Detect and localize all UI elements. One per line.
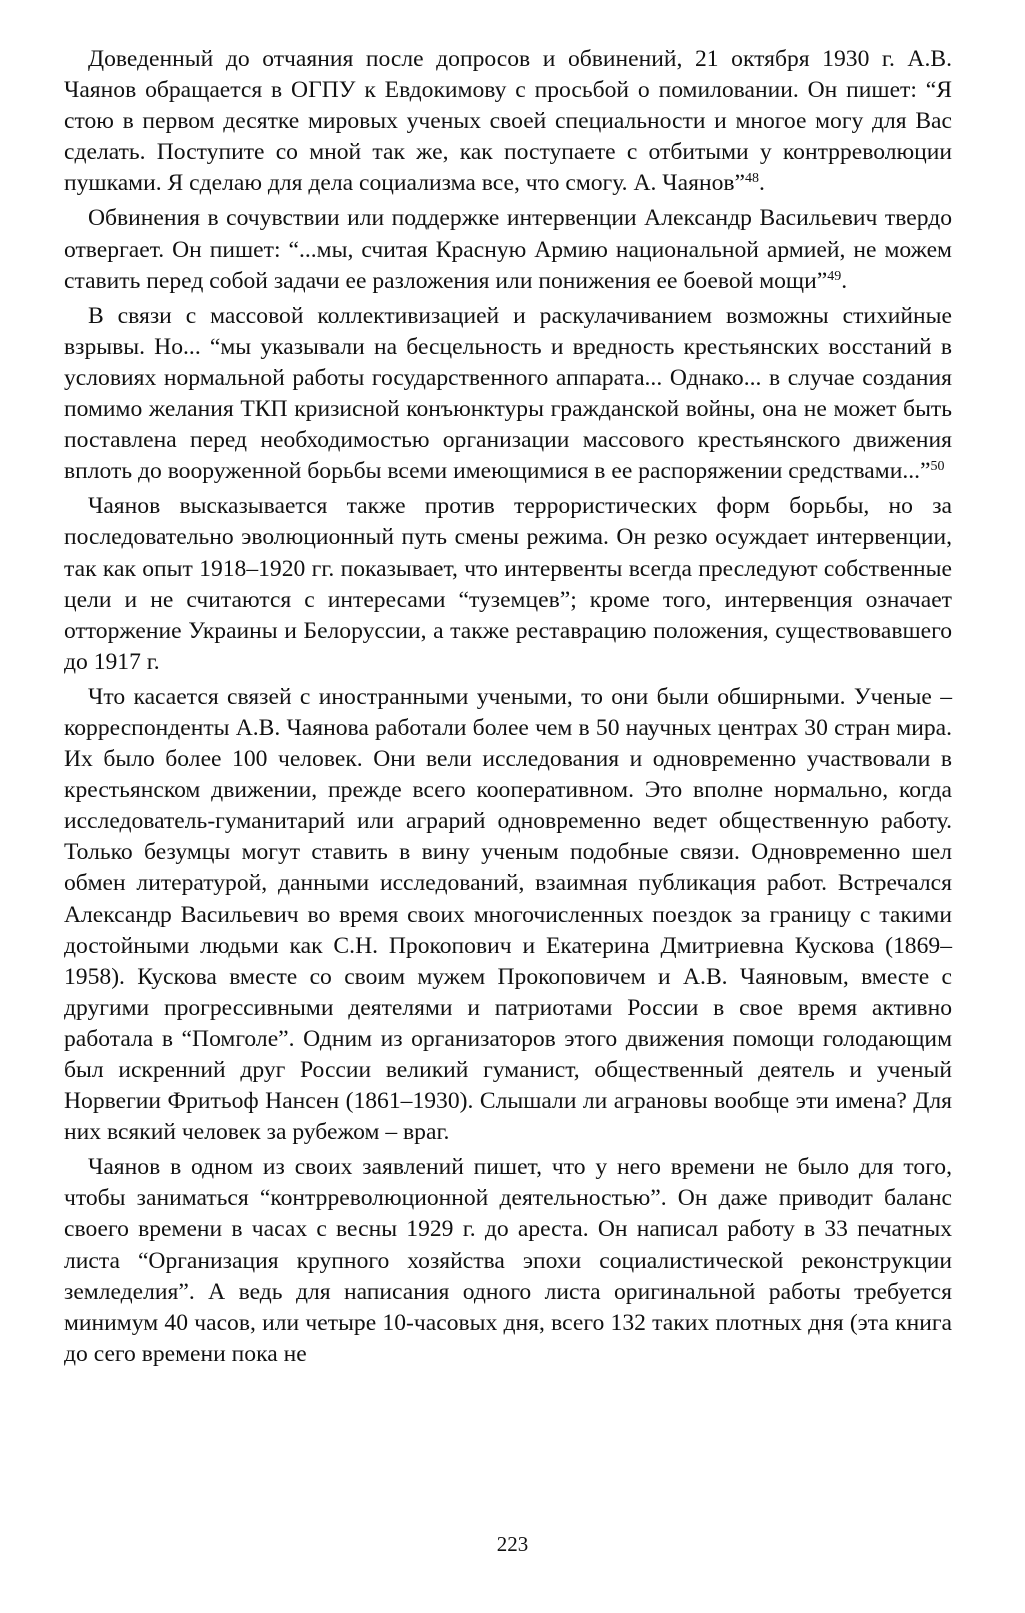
paragraph-1-text: Доведенный до отчаяния после допросов и обвинений, 21 октября 1930 г. А.В. Чаянов обращается в ОГПУ к Евдокимову с просьбой о помиловании. Он пишет: “Я стою в первом десятке мировых ученых своей специальности и многое могу для Вас сделать. Поступите со мной так же, как поступаете с отбитыми у контрреволюции пушками. Я сделаю для дела социализма все, что смогу. А. Чаянов”: [64, 46, 952, 197]
paragraph-6-text: Чаянов в одном из своих заявлений пишет, что у него времени не было для того, чтобы заниматься “контрреволюционной деятельностью”. Он даже приводит баланс своего времени в часах с весны 1929 г. до ареста. Он написал работу в 33 печатных листа “Организация крупного хозяйства эпохи социалистической реконструкции земледелия”. А ведь для написания одного листа оригинальной работы требуется минимум 40 часов, или четыре 10-часовых дня, всего 132 таких плотных дня (эта книга до сего времени пока не: [64, 1154, 952, 1367]
footnote-ref-48[interactable]: 48: [744, 171, 759, 187]
page-number: 223: [496, 1532, 529, 1556]
paragraph-2: [64, 203, 952, 296]
paragraph-1: [64, 44, 952, 199]
page-body: [64, 44, 952, 1374]
footnote-ref-50[interactable]: 50: [930, 459, 945, 475]
paragraph-5: [64, 682, 952, 1148]
paragraph-6: [64, 1152, 952, 1370]
paragraph-3-text: В связи с массовой коллективизацией и раскулачиванием возможны стихийные взрывы. Но... “мы указывали на бесцельность и вредность крестьянских восстаний в условиях нормальной работы государственного аппарата... Однако... в случае создания помимо желания ТКП кризисной конъюнктуры гражданской войны, она не может быть поставлена перед необходимостью организации массового крестьянского движения вплоть до вооруженной борьбы всеми имеющимися в ее распоряжении средствами...”: [64, 302, 952, 485]
paragraph-4: [64, 491, 952, 678]
footnote-ref-49[interactable]: 49: [827, 268, 842, 284]
paragraph-1-tail: .: [758, 170, 765, 197]
paragraph-2-tail: .: [841, 267, 848, 294]
paragraph-3: [64, 301, 952, 488]
paragraph-2-text: Обвинения в сочувствии или поддержке интервенции Александр Васильевич твердо отвергает. Он пишет: “...мы, считая Красную Армию национальной армией, не можем ставить перед собой задачи ее разложения или понижения ее боевой мощи”: [64, 205, 952, 294]
paragraph-5-text: Что касается связей с иностранными учеными, то они были обширными. Ученые – корреспонденты А.В. Чаянова работали более чем в 50 научных центрах 30 стран мира. Их было более 100 человек. Они вели исследования и одновременно участвовали в крестьянском движении, прежде всего кооперативном. Это вполне нормально, когда исследователь-гуманитарий или аграрий одновременно ведет общественную работу. Только безумцы могут ставить в вину ученым подобные связи. Одновременно шел обмен литературой, данными исследований, взаимная публикация работ. Встречался Александр Васильевич во время своих многочисленных поездок за границу с такими достойными людьми как С.Н. Прокопович и Екатерина Дмитриевна Кускова (1869–1958). Кускова вместе со своим мужем Прокоповичем и А.В. Чаяновым, вместе с другими прогрессивными деятелями и патриотами России в свое время активно работала в “Помголе”. Одним из организаторов этого движения помощи голодающим был искренний друг России великий гуманист, общественный деятель и ученый Норвегии Фритьоф Нансен (1861–1930). Слышали ли аграновы вообще эти имена? Для них всякий человек за рубежом – враг.: [64, 683, 952, 1146]
paragraph-4-text: Чаянов высказывается также против террористических форм борьбы, но за последовательно эволюционный путь смены режима. Он резко осуждает интервенции, так как опыт 1918–1920 гг. показывает, что интервенты всегда преследуют собственные цели и не считаются с интересами “туземцев”; кроме того, интервенция означает отторжение Украины и Белоруссии, а также реставрацию положения, существовавшего до 1917 г.: [64, 493, 952, 675]
